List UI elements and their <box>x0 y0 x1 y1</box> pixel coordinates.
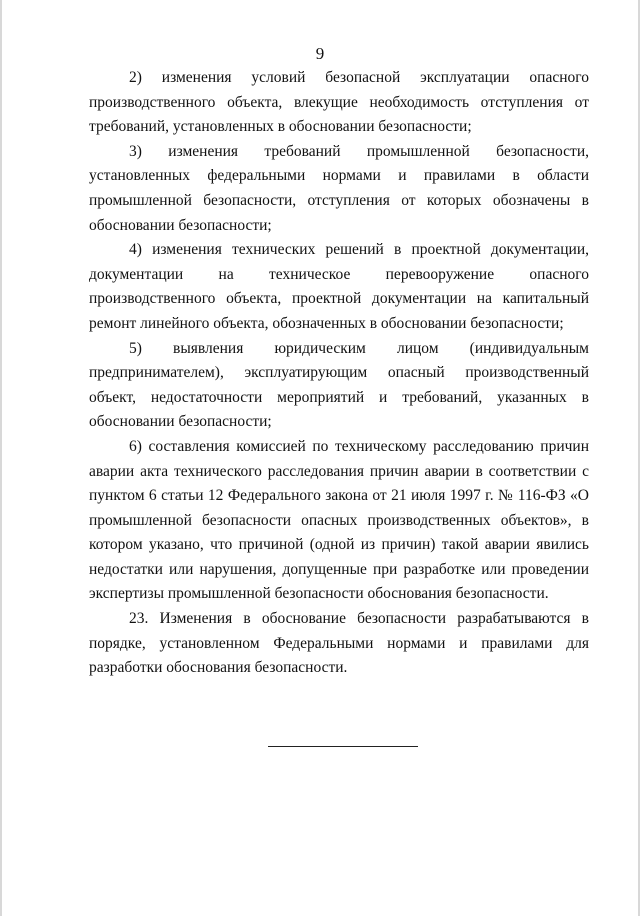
end-separator-line <box>268 746 418 747</box>
body-text <box>89 66 589 681</box>
paragraph-item-2: 2) изменения условий безопасной эксплуатации опасного производственного объекта, влекущие необходимость отступления от требований, установленных в обосновании безопасности; <box>89 69 589 136</box>
scan-edge-left <box>0 0 2 916</box>
paragraph-item-6: 6) составления комиссией по техническому расследованию причин аварии акта технического расследования причин аварии в соответствии с пунктом 6 статьи 12 Федерального закона от 21 июля 1997 г. № 116-ФЗ «О промышленной безопасности опасных производственных объектов», в котором указано, что причиной (одной из причин) такой аварии явились недостатки или нарушения, допущенные при разработке или проведении экспертизы промышленной безопасности обоснования безопасности. <box>89 437 589 603</box>
paragraph-item-4: 4) изменения технических решений в проектной документации, документации на техническое перевооружение опасного производственного объекта, проектной документации на капитальный ремонт линейного объекта, обозначенных в обосновании безопасности; <box>89 241 589 332</box>
page-number: 9 <box>315 44 325 63</box>
paragraph-item-3: 3) изменения требований промышленной безопасности, установленных федеральными нормами и правилами в области промышленной безопасности, отступления от которых обозначены в обосновании безопасности; <box>89 142 589 234</box>
paragraph-item-5: 5) выявления юридическим лицом (индивидуальным предпринимателем), эксплуатирующим опасный производственный объект, недостаточности мероприятий и требований, указанных в обосновании безопасности; <box>89 339 589 431</box>
paragraph-23: 23. Изменения в обоснование безопасности разрабатываются в порядке, установленном Федеральными нормами и правилами для разработки обоснования безопасности. <box>89 610 589 677</box>
